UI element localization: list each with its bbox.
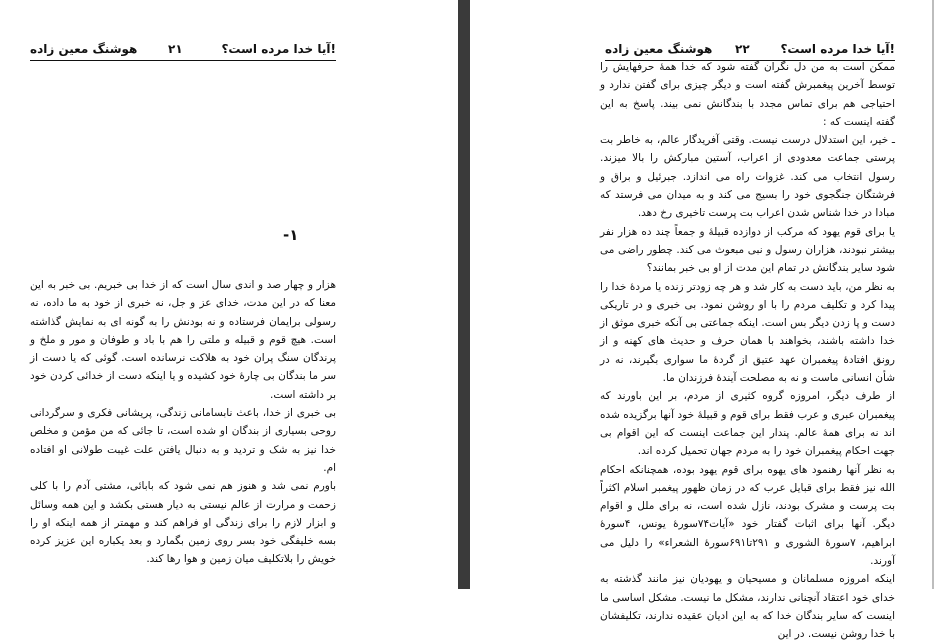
- page-number: ۲۱: [168, 42, 183, 56]
- page-number: ۲۲: [735, 42, 750, 56]
- paragraph: هزار و چهار صد و اندی سال است که از خدا بی خبریم. بی خبر به این معنا که در این مدت، خدای عز و جل، نه خبری از خود به ما داده، نه رسولی برایمان فرستاده و نه بودنش را به گونه ای به نمایش گذاشته است. هیچ قوم و قبیله و ملتی را هم با باد و طوفان و مور و ملخ و پرندگان سنگ پران خود به هلاکت نرسانده است. گوئی که یا دست از سر ما بندگان بی چارهٔ خود کشیده و یا اینکه دست از خدائی کردن خود بر داشته است.: [30, 279, 336, 401]
- body-text: [600, 58, 895, 644]
- paragraph: یا برای قوم یهود که مرکب از دوازده قبیلهٔ و جمعاً چند ده هزار نفر بیشتر نبودند، هزاران رسول و نبی مبعوث می کند. چطور راضی می شود سایر بندگانش در تمام این مدت از او بی خبر بمانند؟: [600, 225, 895, 275]
- paragraph: به نظر من، باید دست به کار شد و هر چه زودتر زنده یا مردهٔ خدا را پیدا کرد و تکلیف مردم را با او روشن نمود. بی خبری و در تاریکی دست و پا زدن دیگر بس است. اینکه جماعتی بی آنکه خبری موثق از خدا داشته باشند، بخواهند با همان حرف و حدیث های کهنه و از رونق افتادهٔ پیغمبران عهد عتیق از گردهٔ ما سواری بگیرند، نه در شأن انسانی ماست و نه به مصلحت آیندهٔ فرزندان ما.: [600, 280, 895, 385]
- paragraph: از طرف دیگر، امروزه گروه کثیری از مردم، بر این باورند که پیغمبران عبری و عرب فقط برای قوم و قبیلهٔ خود آنها برگزیده شده اند نه برای همهٔ عالم. پندار این جماعت اینست که این اقوام بی جهت احکام پیغمبران خود را به مردم جهان تحمیل کرده اند.: [600, 390, 895, 458]
- book-gutter: [458, 0, 470, 589]
- author-name: هوشنگ معین زاده: [30, 42, 138, 56]
- paragraph: اینکه امروزه مسلمانان و مسیحیان و یهودیان نیز مانند گذشته به خدای خود اعتقاد آنچنانی ندارند، مشکل ما نیست. مشکل اساسی ما اینست که سایر بندگان خدا که به این ادیان عقیده ندارند، تکلیفشان با خدا روشن نیست. در این: [600, 573, 895, 641]
- chapter-number: -۱: [283, 226, 299, 244]
- paragraph: ممکن است به من دل نگران گفته شود که خدا همهٔ حرفهایش را توسط آخرین پیغمبرش گفته است و دیگر چیزی برای گفتن ندارد و احتیاجی هم برای تماس مجدد با بندگانش نمی بیند. پاسخ به این گفته اینست که :: [600, 61, 895, 128]
- page-edge: [932, 0, 934, 589]
- paragraph: بی خبری از خدا، باعث نابسامانی زندگی، پریشانی فکری و سرگردانی روحی بسیاری از بندگان او شده است، تا جائی که من مؤمن و مخلص خدا نیز به شک و تردید و به دنبال یافتن علت غیبت طولانی او افتاده ام.: [30, 407, 336, 474]
- book-title: آیا خدا مرده است؟!: [780, 42, 895, 56]
- page-header: [30, 40, 336, 61]
- right-page: [470, 0, 939, 641]
- paragraph: ـ خیر، این استدلال درست نیست. وقتی آفریدگار عالم، به خاطر بت پرستی جماعت معدودی از اعراب، آستین مبارکش را بالا میزند. رسول انتخاب می کند. غزوات راه می اندازد. جبرئیل و براق و فرشتگان جنگجوی خود را بسیج می کند و به میدان می فرستد که مبادا در خدا شناس شدن اعراب بت پرست تاخیری رخ دهد.: [600, 134, 895, 220]
- body-text: [30, 276, 336, 569]
- left-page: [0, 0, 458, 589]
- paragraph: به نظر آنها رهنمود های یهوه برای قوم یهود بوده، همچنانکه احکام الله نیز فقط برای قبایل عرب که در زمان ظهور پیغمبر اسلام اکثراً بت پرست و مشرک بودند، نازل شده است، نه برای ملل و اقوام دیگر. آنها برای اثبات گفتار خود «آیات۷۴سورهٔ یونس، ۴سورهٔ ابراهیم، ۷سورهٔ الشوری و ۲۹۱تا۶۹۱سورهٔ الشعراء» را دلیل می آورند.: [600, 463, 895, 568]
- paragraph: باورم نمی شد و هنوز هم نمی شود که بابائی، مشتی آدم را با کلی زحمت و مرارت از عالم نیستی به دیار هستی بکشد و این همه وسائل و ابزار لازم را برای زندگی او فراهم کند و مهمتر از همه اینکه او را بسه خلیفگی خود بسر روی زمین بگمارد و بعد یکباره این عزیز کرده خویش را بلاتکلیف میان زمین و هوا رها کند.: [30, 480, 336, 566]
- book-title: آیا خدا مرده است؟!: [221, 42, 336, 56]
- author-name: هوشنگ معین زاده: [605, 42, 713, 56]
